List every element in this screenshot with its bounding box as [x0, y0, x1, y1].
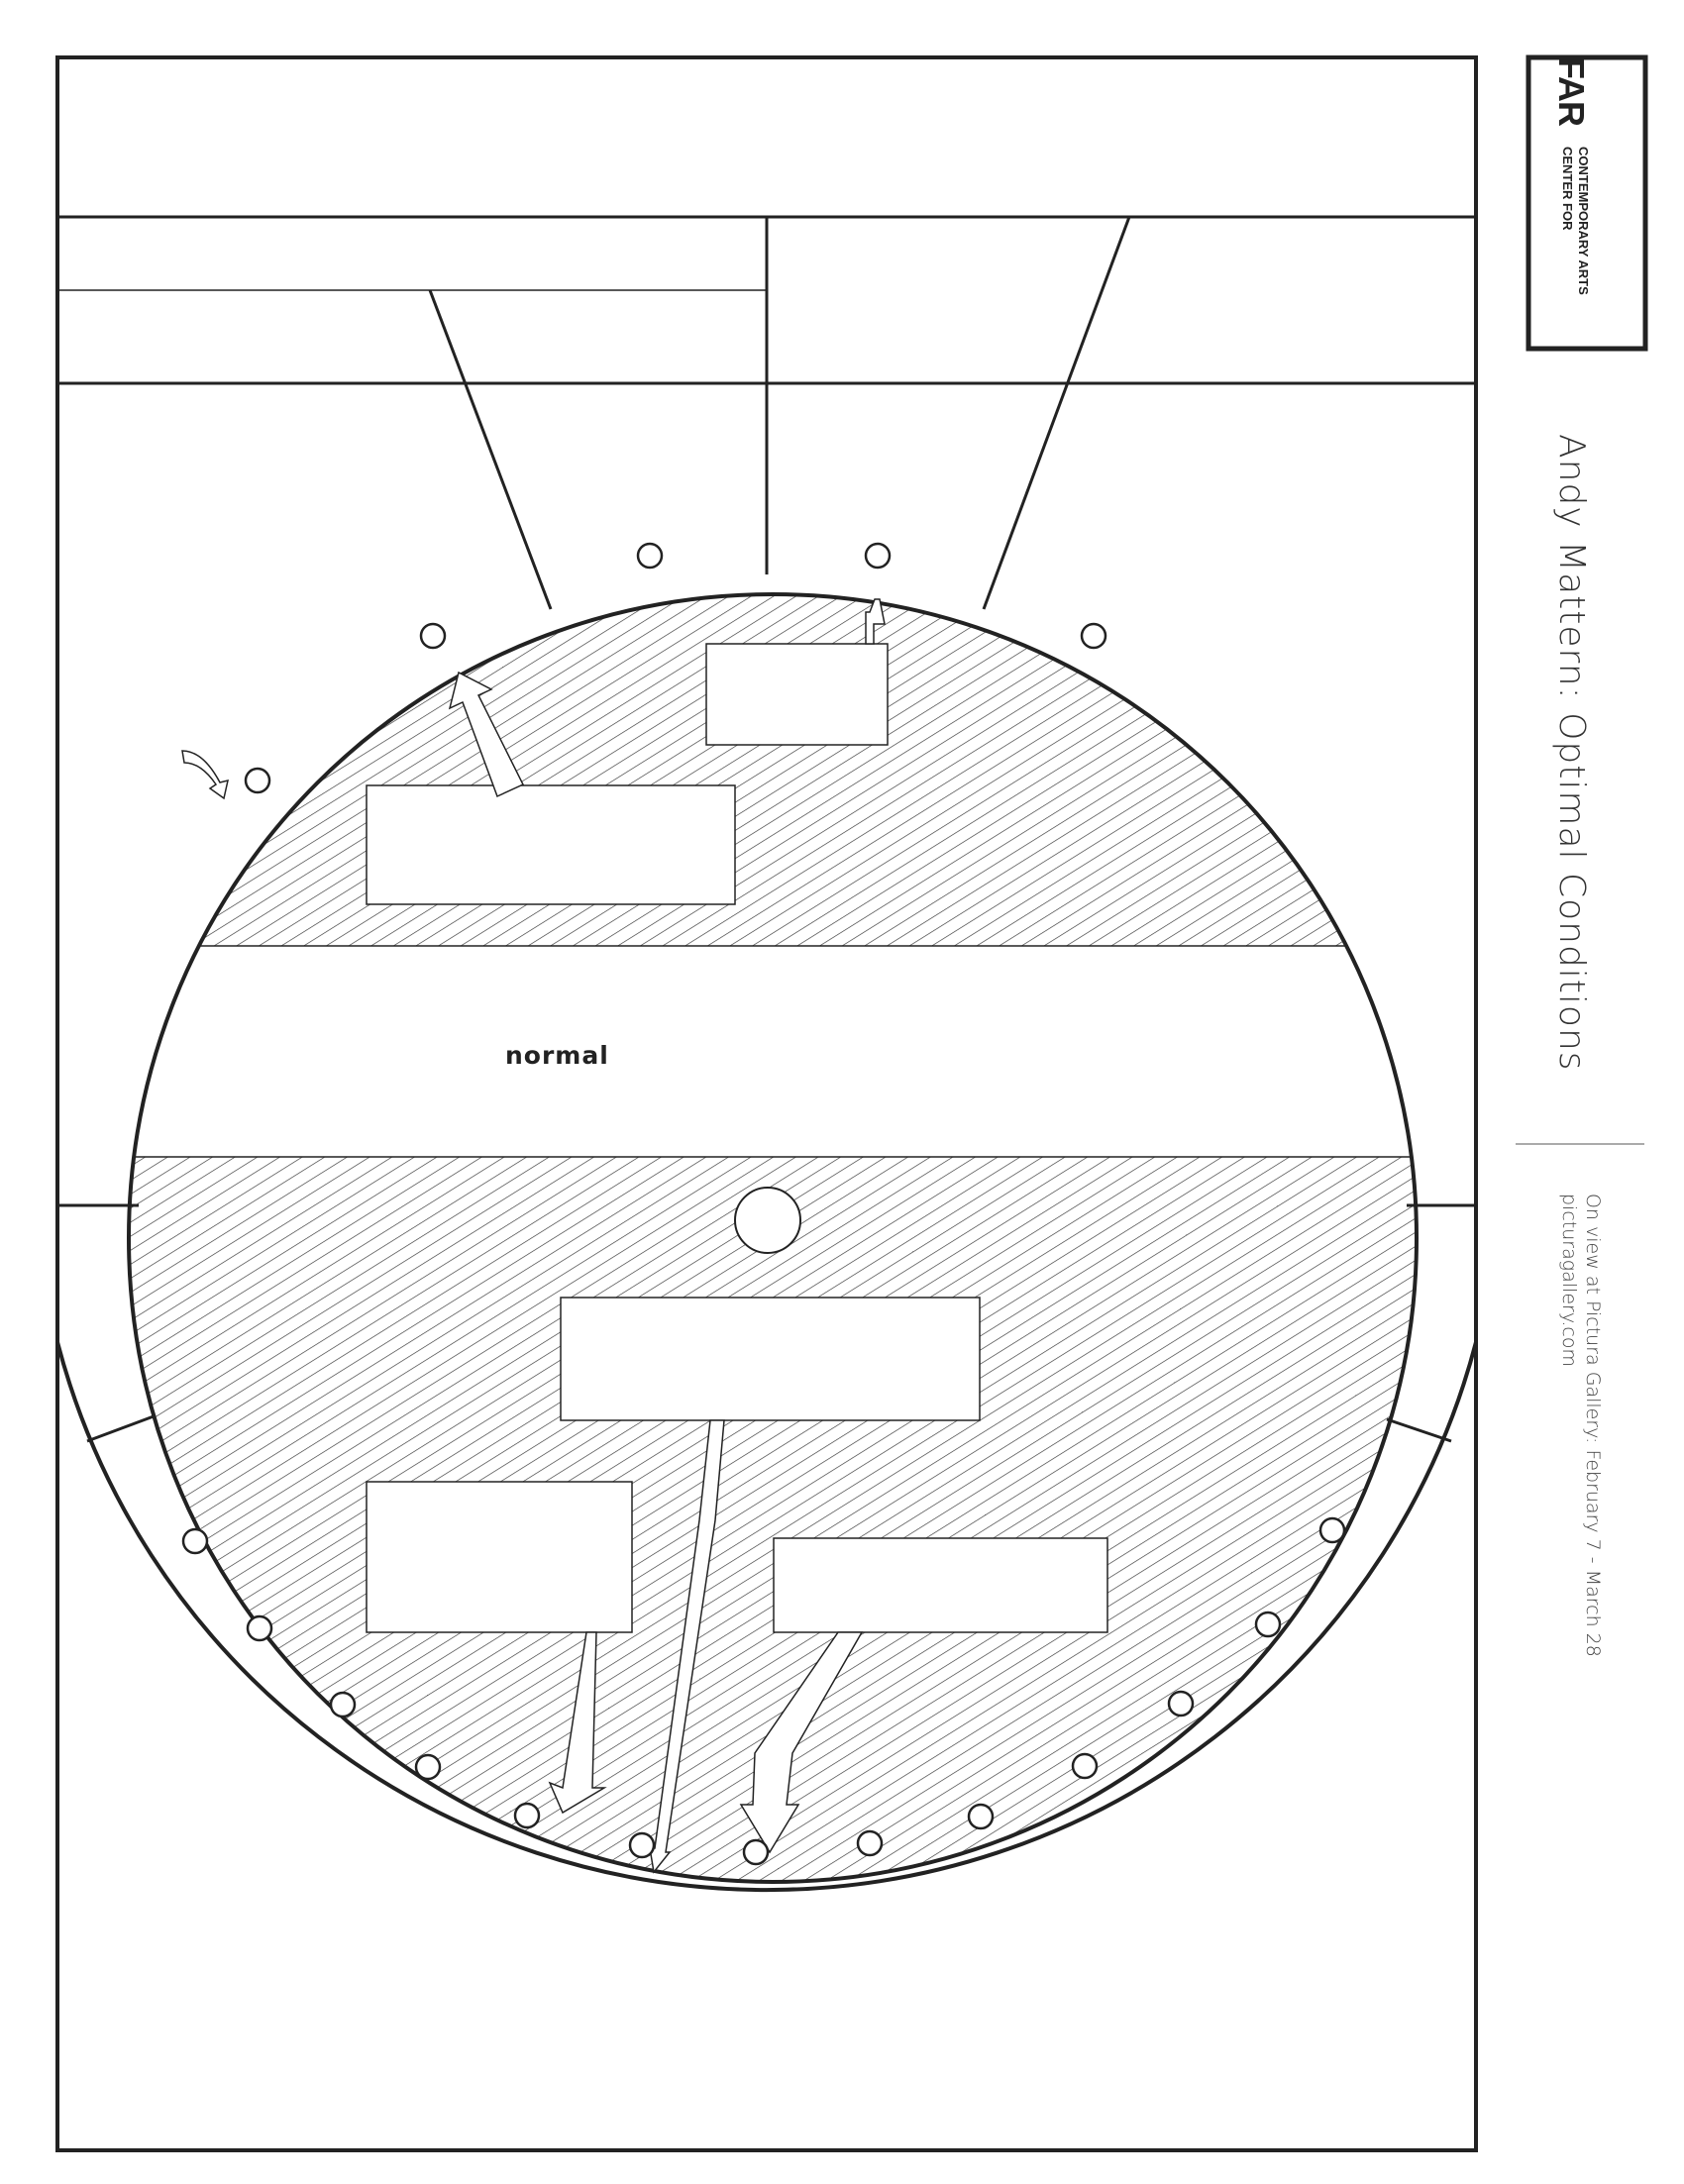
logo	[1551, 57, 1592, 295]
post-marker	[858, 1831, 882, 1855]
post-marker	[866, 544, 890, 568]
post-marker	[331, 1693, 355, 1716]
gallery-website: picturagallery.com	[1558, 1194, 1580, 1367]
post-marker	[421, 624, 445, 648]
logo-line-1: CENTER FOR	[1560, 147, 1575, 231]
label-box-center	[561, 1298, 980, 1420]
curved-arrow-icon	[182, 751, 228, 798]
post-marker	[183, 1529, 207, 1553]
post-marker	[638, 544, 662, 568]
post-marker	[1073, 1754, 1097, 1778]
label-box-lower-left	[367, 1482, 632, 1632]
post-marker	[248, 1616, 271, 1640]
logo-line-2: CONTEMPORARY ARTS	[1576, 147, 1591, 295]
normal-band-label: normal	[505, 1041, 609, 1070]
post-marker	[515, 1804, 539, 1827]
post-marker	[1082, 624, 1105, 648]
post-marker	[246, 769, 269, 792]
post-marker	[1320, 1518, 1344, 1542]
post-marker	[744, 1840, 768, 1864]
label-box-top-right	[706, 644, 888, 745]
post-marker	[1256, 1612, 1280, 1636]
post-marker	[630, 1833, 654, 1857]
label-box-lower-right	[774, 1538, 1107, 1632]
top-structure	[57, 217, 1476, 609]
label-box-top-left	[367, 785, 735, 904]
exhibition-title: Andy Mattern: Optimal Conditions	[1551, 434, 1592, 1072]
post-marker	[1169, 1692, 1193, 1716]
post-marker	[969, 1805, 993, 1828]
center-pedestal	[735, 1188, 800, 1253]
post-marker	[416, 1755, 440, 1779]
exhibition-dates: On view at Pictura Gallery: February 7 - March 28	[1582, 1194, 1604, 1657]
logo-mark: FAR	[1551, 57, 1592, 126]
